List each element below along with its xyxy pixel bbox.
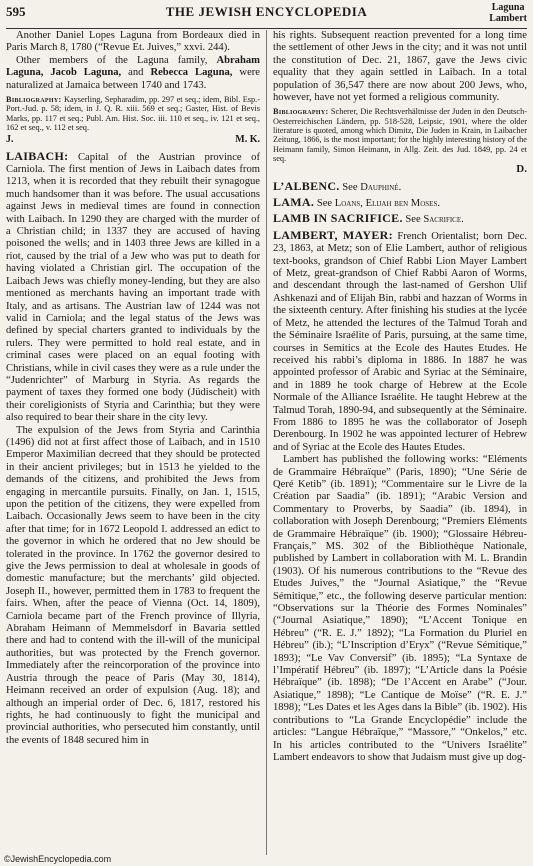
xref-period: . [398, 181, 402, 193]
laibach-paragraph-1 [6, 150, 260, 425]
xref-lama-link[interactable]: Loans, Elijah ben Moses [334, 198, 438, 210]
laibach-paragraph-3: his rights. Subsequent reaction prevented for a long time the settlement of other Jews in the city; and it was not until the constitution of Dec. 21, 1867, gave the Jews civic equality that they again settled in Laibach. In a total population of 36,547 there are now about 200 Jews, who, however, have not yet formed a religious community. [273, 30, 527, 104]
xref-see: See [339, 181, 361, 193]
laibach-text-1: Capital of the Austrian province of Carniola. The first mention of Jews in Laibach dates from 1213, when it is recorded that they rebuilt their synagogue much handsomer than it was before. The usual accusations against Jews in medieval times are found in connection with Laibach. In 1290 they are charged with the murder of a Christian child; in 1337 they are accused of having poisoned the wells; and in 1403 three Jews are killed in a riot, caused by the trial of a Jew who was put to death for having violated a Christian girl. The occupation of the Laibach Jews was chiefly money-lending, but they are also mentioned as merchants having an important trade with Italy, and as artisans. The Austrian law of 1244 was not valid in Carniola; and the legal status of the Jews was defined by special charters granted to individuals by the rulers. They were permitted to hold real estate, and in criminal cases were placed on an equal footing with Christians, while in civil cases they were as a rule under the “Judenrichter” of Marburg in Styria. As regards the payment of taxes they formed one body (Jüdischeit) with their coreligionists of Styria and Carinthia; but they were also required to bear their share in the city levy. [6, 151, 260, 424]
xref-lama-title: LAMA. [273, 195, 315, 210]
p2-text-b: were naturalized at Jamaica between 1740 and 1743. [6, 67, 261, 91]
laguna-paragraph-1: Another Daniel Lopes Laguna from Bordeaux died in Paris March 8, 1780 (“Revue Et. Juives,” xxvi. 244). [6, 30, 260, 54]
running-title: THE JEWISH ENCYCLOPEDIA [165, 4, 368, 19]
laguna-signature [6, 134, 260, 146]
laibach-signature: D. [516, 163, 527, 176]
right-column [273, 30, 527, 764]
bibliography-label: Bibliography: [6, 95, 62, 105]
p2-text-a: Other members of the Laguna family, [16, 54, 217, 66]
signature-left: J. [6, 134, 14, 146]
laibach-paragraph-2: The expulsion of the Jews from Styria and Carinthia (1496) did not at first affect those of Laibach, and in 1510 Emperor Maximilian decreed that they should be protected in their ancient privileges; but in 1513 he yielded to the demands of the citizens, and prohibited the Jews from engaging in mercantile pursuits. Finally, on Jan. 1, 1515, upon the petition of the citizens, they were expelled from Laibach. Occasionally Jews seem to have been in the city after that time; for in 1672 Leopold I. addressed an edict to the governor in which he ordered that no Jew should be tolerated in the province. In 1762 the governor desired to give the Jews permission to deal at wholesale in goods of domestic manufacture; but the merchants’ gild objected. Joseph II., however, permitted them in 1783 to frequent the fairs. When, after the peace of Vienna (Oct. 14, 1809), Carniola became part of the French province of Illyria, Abraham Heimann of Memmelsdorf in Bavaria settled there and had to contend with the ill-will of the municipal authorities, but was protected by the French governor. Immediately after the reincorporation of the province into Austria through the peace of Paris (May 30, 1814), Heimann received an order of expulsion (Aug. 18); and although an imperial order of Dec. 6, 1817, restored his rights, he had continuously to fight the municipal and provincial authorities, who persecuted him constantly, until the events of 1848 secured him in [6, 424, 260, 746]
xref-see: See [402, 214, 424, 226]
laibach-title: LAIBACH: [6, 148, 69, 163]
page-number: 595 [6, 4, 26, 19]
xref-lamb-link[interactable]: Sacrifice [423, 214, 462, 226]
xref-lalbenc-link[interactable]: Dauphiné [360, 181, 399, 193]
xref-period: . [437, 198, 440, 210]
xref-lama [273, 196, 527, 210]
laguna-bibliography [6, 95, 260, 132]
signature-right: M. K. [235, 134, 260, 146]
page-header [6, 2, 527, 29]
xref-see: See [314, 198, 335, 210]
xref-lalbenc-title: L’ALBENC. [273, 178, 340, 193]
bibliography-text: Scherer, Die Rechtsverhältnisse der Juden in den Deutsch-Oesterreichischen Ländern, pp. 518-528, Leipsic, 1901, where the older literature is quoted, among which Dimitz, Die Juden in Krain, in Laibacher Zeitung, 1866, is the most important; for the highly interesting history of the Heimann family, Simon Heimann, in Allg. Zeit. des Jud. 1849, pp. 24 et seq. [273, 107, 527, 163]
laibach-bibliography [273, 107, 527, 163]
p2-and: and [121, 67, 151, 79]
lambert-paragraph-1 [273, 229, 527, 454]
xref-lamb [273, 212, 527, 226]
laguna-paragraph-2 [6, 55, 260, 92]
xref-lalbenc [273, 180, 527, 194]
laguna-name-3: Rebecca Laguna, [150, 67, 233, 79]
site-watermark: ©JewishEncyclopedia.com [4, 854, 112, 864]
lambert-title: LAMBERT, MAYER: [273, 227, 393, 242]
running-head-first: Laguna [491, 2, 525, 13]
lambert-paragraph-2: Lambert has published the following works: “Eléments de Grammaire Hébraïque” (Paris, 1890); “Une Série de Qeré Ketib” (ib. 1891); “Commentaire sur le Livre de la Création par Saadia” (ib. 1891); “Arabic Version and Commentary to Proverbs, by Saadia” (ib. 1894), in collaboration with Joseph Derenbourg; “Premiers Eléments de Grammaire Hébraïque” (ib. 1900); “Glossaire Hébreu-Français,” MS. 302 of the Bibliothèque Nationale, published by Lambert in collaboration with M. L. Brandin (1903). Of his numerous contributions to the “Revue des Etudes Juives,” the “Journal Asiatique,” the “Revue Sémitique,” etc., the following deserve particular mention: “Observations sur la Théorie des Formes Nominales” (“Journal Asiatique,” 1890); “L’Accent Tonique en Hébreu” (“R. E. J.” 1892); “La Formation du Pluriel en Hébreu” (ib.); “L’Inscription d’Eryx” (“Revue Sémitique,” 1893); “Le Vav Conversif” (ib. 1895); “La Syntaxe de l’Impératif Hébreu” (ib. 1897); “L’Article dans la Poésie Hébraïque” (ib. 1898); “De l’Accent en Arabe” (“Jour. Asiatique,” 1898); “Le Cantique de Moïse” (“R. E. J.” 1898); “Les Dates et les Ages dans la Bible” (ib. 1902). His contributions to “La Grande Encyclopédie” include the articles: “Langue Hébraïque,” “Massore,” “Onkelos,” etc. In his articles contributed to the “Univers Israélite” Lambert endeavors to show that Judaism must give up dog- [273, 454, 527, 763]
xref-period: . [461, 214, 464, 226]
bibliography-text: Kayserling, Sepharadim, pp. 297 et seq.; idem, Bibl. Esp.-Port.-Jud. p. 58; idem, in J. Q. R. xiii. 569 et seq.; Gaster, Hist. of Bevis Marks, pp. 117 et seq.; Publ. Am. Hist. Soc. iii. 110 et seq., iv. 121 et seq., 162 et seq., v. 112 et seq. [6, 95, 260, 132]
column-divider [266, 30, 267, 855]
xref-lamb-title: LAMB IN SACRIFICE. [273, 211, 403, 226]
bibliography-label: Bibliography: [273, 107, 329, 117]
laguna-names: Abraham Laguna, Jacob Laguna, [6, 54, 260, 79]
lambert-text-1: French Orientalist; born Dec. 23, 1863, at Metz; son of Elie Lambert, author of religious text-books, grandson of Chief Rabbi Lion Mayer Lambert of Metz, great-grandson of Chief Rabbi Aaron of Worms, and descendant through the last-named of Gershon Ulif Ashkenazi and of Elijah Bin, rabbi and hazzan of Worms in the sixteenth century. After finishing his studies at the lycée of Metz, he attended the lectures of the Talmud Torah and the Séminaire Israélite of Paris, pursuing, at the same time, courses in Semitics at the Ecole des Hautes Etudes. He received his rabbi’s diploma in 1886. In 1887 he was appointed professor of Arabic and Syriac at the Séminaire, and in 1889 he took charge of Hebrew at the Ecole Normale of the Alliance Israélite. He taught Hebrew at the Talmud Torah, 1890-94, and subsequently at the Séminaire. From 1886 to 1895 he was the collaborator of Joseph Derenbourg. In 1902 he was appointed lecturer of Hebrew and of Syriac at the Ecole des Hautes Etudes. [273, 230, 527, 453]
running-head-last: Lambert [489, 13, 527, 24]
running-head [489, 2, 527, 24]
left-column [6, 30, 260, 747]
